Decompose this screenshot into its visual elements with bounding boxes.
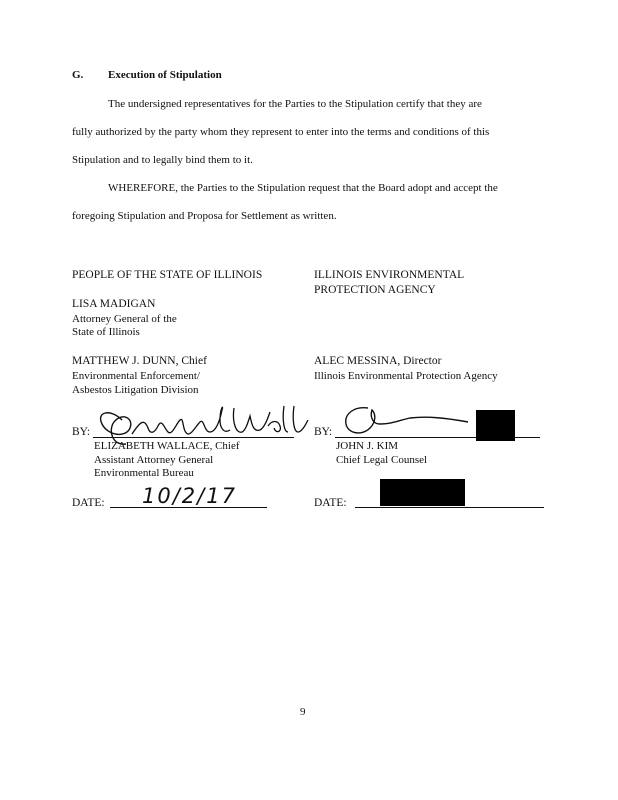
paragraph-1-line-2: fully authorized by the party whom they represent to enter into the terms and conditions of this [72, 126, 490, 138]
attorney-general-title-1: Attorney General of the [72, 313, 177, 325]
division-chief-name: MATTHEW J. DUNN, Chief [72, 355, 207, 367]
page-number: 9 [300, 706, 306, 718]
paragraph-1-line-3: Stipulation and to legally bind them to it. [72, 154, 253, 166]
right-party-name-1: ILLINOIS ENVIRONMENTAL [314, 269, 465, 281]
right-date-line [355, 507, 544, 508]
section-letter: G. [72, 69, 84, 81]
attorney-general-title-2: State of Illinois [72, 326, 140, 338]
left-signer-name: ELIZABETH WALLACE, Chief [94, 440, 240, 452]
right-signer-title: Chief Legal Counsel [336, 454, 428, 466]
redacted-signature-block [476, 410, 515, 441]
attorney-general-name: LISA MADIGAN [72, 298, 156, 310]
left-by-label: BY: [72, 426, 91, 438]
division-chief-title-2: Asbestos Litigation Division [72, 384, 199, 396]
director-name: ALEC MESSINA, Director [314, 355, 442, 367]
paragraph-2-line-2: foregoing Stipulation and Proposa for Settlement as written. [72, 210, 337, 222]
left-date-label: DATE: [72, 497, 105, 509]
section-title: Execution of Stipulation [108, 69, 222, 81]
right-by-label: BY: [314, 426, 333, 438]
left-signer-title-2: Environmental Bureau [94, 467, 194, 479]
handwritten-date: 10/2/17 [142, 484, 237, 508]
left-signer-title-1: Assistant Attorney General [94, 454, 214, 466]
left-party-name: PEOPLE OF THE STATE OF ILLINOIS [72, 269, 263, 281]
paragraph-2-line-1: WHEREFORE, the Parties to the Stipulation request that the Board adopt and accept the [108, 182, 498, 194]
division-chief-title-1: Environmental Enforcement/ [72, 370, 200, 382]
director-title: Illinois Environmental Protection Agency [314, 370, 498, 382]
right-date-label: DATE: [314, 497, 347, 509]
right-signer-name: JOHN J. KIM [336, 440, 399, 452]
paragraph-1-line-1: The undersigned representatives for the Parties to the Stipulation certify that they are [108, 98, 482, 110]
right-party-name-2: PROTECTION AGENCY [314, 284, 436, 296]
redacted-date-block [380, 479, 465, 506]
kim-signature [336, 402, 486, 440]
